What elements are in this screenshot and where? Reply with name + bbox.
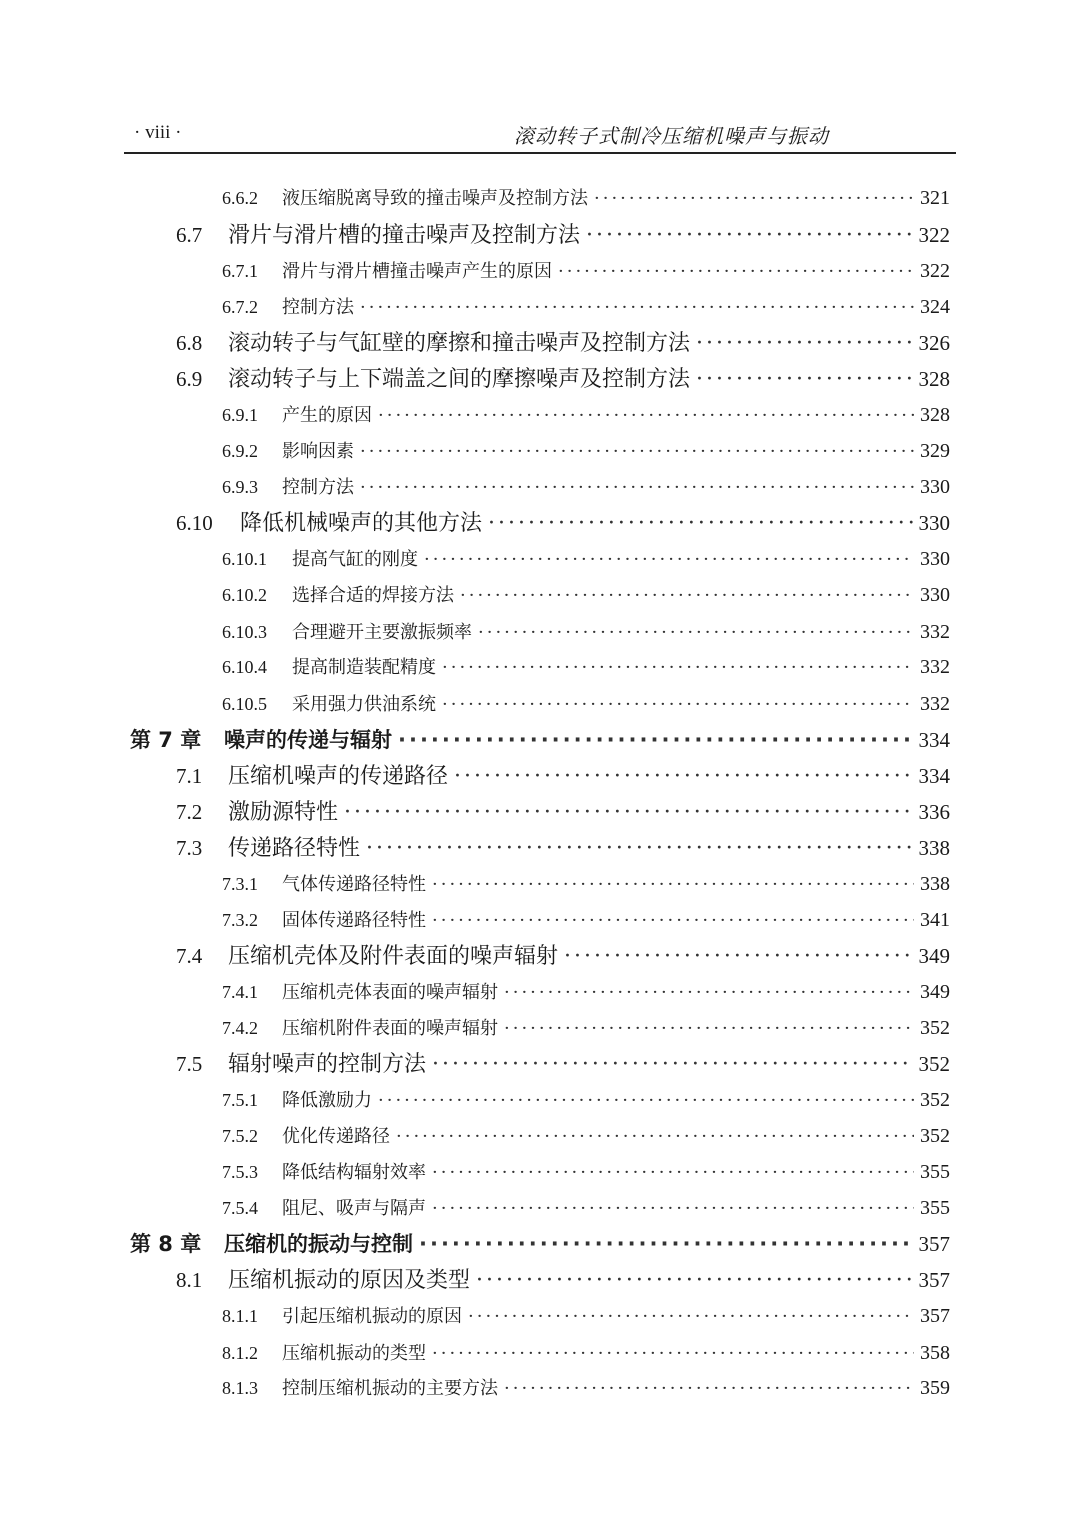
dot-leader — [396, 1126, 914, 1147]
dot-leader — [696, 331, 912, 356]
dot-leader — [478, 622, 914, 643]
toc-page: 352 — [918, 1052, 950, 1076]
running-header — [124, 118, 956, 152]
toc-page: 352 — [920, 1125, 950, 1147]
toc-title: 激励源特性 — [228, 800, 339, 825]
toc-title: 降低结构辐射效率 — [282, 1162, 426, 1183]
toc-number: 6.9.3 — [222, 477, 258, 497]
dot-leader — [432, 1162, 914, 1183]
toc-title: 降低机械噪声的其他方法 — [240, 511, 483, 536]
toc-title: 液压缩脱离导致的撞击噪声及控制方法 — [282, 188, 588, 209]
toc-number: 6.10.1 — [222, 549, 267, 569]
toc-entry-6-10-1 — [222, 545, 950, 571]
toc-number: 8.1.3 — [222, 1378, 258, 1398]
toc-title: 气体传递路径特性 — [282, 874, 426, 895]
toc-entry-8-1-3 — [222, 1374, 950, 1400]
dot-leader — [360, 441, 914, 462]
toc-number: 6.7.2 — [222, 297, 258, 317]
dot-leader — [468, 1306, 914, 1327]
toc-page: 324 — [920, 296, 950, 318]
toc-number: 第 7 章 — [130, 728, 202, 752]
toc-number: 7.5.2 — [222, 1126, 258, 1146]
toc-page: 338 — [920, 873, 950, 895]
toc-page: 330 — [920, 584, 950, 606]
toc-entry-8-1 — [176, 1263, 950, 1294]
toc-number: 6.8 — [176, 331, 203, 355]
toc-page: 357 — [918, 1232, 950, 1256]
book-title: 滚动转子式制冷压缩机噪声与振动 — [514, 124, 829, 148]
toc-page: 332 — [920, 656, 950, 678]
toc-entry-6-6-2 — [222, 184, 950, 210]
toc-title: 引起压缩机振动的原因 — [282, 1306, 462, 1327]
toc-entry-6-10-2 — [222, 581, 950, 607]
dot-leader — [344, 800, 912, 825]
toc-chapter-8 — [130, 1228, 950, 1258]
toc-title: 固体传递路径特性 — [282, 910, 426, 931]
toc-title: 降低激励力 — [282, 1090, 372, 1111]
toc-number: 8.1.2 — [222, 1343, 258, 1363]
toc-page: 349 — [920, 981, 950, 1003]
toc-title: 产生的原因 — [282, 405, 372, 426]
toc-entry-7-4-2 — [222, 1014, 950, 1040]
toc-page: 329 — [920, 440, 950, 462]
toc-number: 6.9.2 — [222, 441, 258, 461]
toc-number: 7.4.1 — [222, 982, 258, 1002]
toc-entry-7-4 — [176, 939, 950, 970]
toc-entry-6-7 — [176, 218, 950, 249]
toc-entry-6-9-3 — [222, 473, 950, 499]
toc-number: 6.10.3 — [222, 622, 267, 642]
toc-title: 优化传递路径 — [282, 1126, 390, 1147]
toc-title: 控制方法 — [282, 477, 354, 498]
toc-page: 355 — [920, 1161, 950, 1183]
toc-number: 7.3.2 — [222, 910, 258, 930]
dot-leader — [594, 188, 914, 209]
toc-number: 8.1 — [176, 1268, 203, 1292]
toc-page: 349 — [918, 944, 950, 968]
toc-number: 7.4.2 — [222, 1018, 258, 1038]
toc-number: 6.10 — [176, 511, 213, 535]
dot-leader — [419, 1232, 913, 1256]
dot-leader — [488, 511, 912, 536]
toc-number: 6.9.1 — [222, 405, 258, 425]
dot-leader — [378, 1090, 914, 1111]
toc-title: 提高制造装配精度 — [292, 657, 436, 678]
toc-number: 7.2 — [176, 800, 203, 824]
toc-number: 7.1 — [176, 764, 203, 788]
dot-leader — [460, 585, 914, 606]
toc-title: 滑片与滑片槽撞击噪声产生的原因 — [282, 261, 552, 282]
dot-leader — [504, 1378, 914, 1399]
toc-page: 328 — [918, 367, 950, 391]
toc-entry-7-3-1 — [222, 870, 950, 896]
toc-page: 321 — [920, 187, 950, 209]
toc-title: 采用强力供油系统 — [292, 694, 436, 715]
toc-page: 338 — [918, 836, 950, 860]
toc-title: 控制压缩机振动的主要方法 — [282, 1378, 498, 1399]
toc-title: 合理避开主要激振频率 — [292, 622, 472, 643]
toc-title: 滚动转子与上下端盖之间的摩擦噪声及控制方法 — [228, 367, 691, 392]
toc-number: 6.10.5 — [222, 694, 267, 714]
dot-leader — [432, 1343, 914, 1364]
toc-entry-7-5-1 — [222, 1086, 950, 1112]
toc-entry-7-2 — [176, 795, 950, 826]
toc-entry-7-3-2 — [222, 906, 950, 932]
toc-title: 压缩机的振动与控制 — [224, 1232, 413, 1256]
dot-leader — [432, 874, 914, 895]
dot-leader — [360, 477, 914, 498]
toc-title: 阻尼、吸声与隔声 — [282, 1198, 426, 1219]
toc-entry-6-8 — [176, 326, 950, 357]
toc-entry-7-5 — [176, 1047, 950, 1078]
toc-entry-6-9 — [176, 362, 950, 393]
toc-number: 6.6.2 — [222, 188, 258, 208]
toc-title: 滚动转子与气缸壁的摩擦和撞击噪声及控制方法 — [228, 331, 691, 356]
dot-leader — [432, 910, 914, 931]
toc-entry-6-10-5 — [222, 690, 950, 716]
toc-entry-7-4-1 — [222, 978, 950, 1004]
dot-leader — [432, 1052, 912, 1077]
dot-leader — [442, 657, 914, 678]
dot-leader — [424, 549, 914, 570]
toc-page: 330 — [920, 548, 950, 570]
toc-number: 6.7 — [176, 223, 203, 247]
dot-leader — [366, 836, 912, 861]
toc-page: 328 — [920, 404, 950, 426]
toc-page: 357 — [918, 1268, 950, 1292]
toc-number: 7.3.1 — [222, 874, 258, 894]
dot-leader — [432, 1198, 914, 1219]
toc-page: 357 — [920, 1305, 950, 1327]
toc-title: 提高气缸的刚度 — [292, 549, 418, 570]
toc-entry-6-9-1 — [222, 401, 950, 427]
toc-number: 6.10.4 — [222, 657, 267, 677]
toc-page: 352 — [920, 1089, 950, 1111]
toc-entry-8-1-2 — [222, 1339, 950, 1365]
toc-page: 358 — [920, 1342, 950, 1364]
toc-entry-6-7-1 — [222, 257, 950, 283]
toc-page: 332 — [920, 693, 950, 715]
page-number: · viii · — [134, 122, 182, 143]
toc-entry-7-5-4 — [222, 1194, 950, 1220]
toc-page: 322 — [918, 223, 950, 247]
toc-page: 330 — [918, 511, 950, 535]
toc-page: 322 — [920, 260, 950, 282]
toc-title: 控制方法 — [282, 297, 354, 318]
toc-page: 359 — [920, 1377, 950, 1399]
toc-title: 压缩机壳体及附件表面的噪声辐射 — [228, 944, 559, 969]
toc-number: 6.7.1 — [222, 261, 258, 281]
toc-title: 噪声的传递与辐射 — [224, 728, 392, 752]
toc-number: 7.5 — [176, 1052, 203, 1076]
dot-leader — [442, 694, 914, 715]
dot-leader — [398, 728, 913, 752]
toc-title: 传递路径特性 — [228, 836, 361, 861]
dot-leader — [360, 297, 914, 318]
toc-entry-6-10-3 — [222, 618, 950, 644]
toc-entry-6-9-2 — [222, 437, 950, 463]
dot-leader — [504, 982, 914, 1003]
dot-leader — [558, 261, 914, 282]
toc-title: 滑片与滑片槽的撞击噪声及控制方法 — [228, 223, 581, 248]
toc-number: 6.10.2 — [222, 585, 267, 605]
toc-title: 选择合适的焊接方法 — [292, 585, 454, 606]
toc-page: 336 — [918, 800, 950, 824]
toc-entry-6-10 — [176, 506, 950, 537]
toc-title: 压缩机壳体表面的噪声辐射 — [282, 982, 498, 1003]
toc-entry-7-1 — [176, 759, 950, 790]
toc-page: 330 — [920, 476, 950, 498]
toc-title: 辐射噪声的控制方法 — [228, 1052, 427, 1077]
toc-page: 341 — [920, 909, 950, 931]
toc-number: 7.5.3 — [222, 1162, 258, 1182]
dot-leader — [504, 1018, 914, 1039]
dot-leader — [564, 944, 912, 969]
toc-number: 7.5.4 — [222, 1198, 258, 1218]
header-rule — [124, 152, 956, 154]
toc-page: 352 — [920, 1017, 950, 1039]
toc-page: 332 — [920, 621, 950, 643]
dot-leader — [454, 764, 912, 789]
toc-page: 355 — [920, 1197, 950, 1219]
toc-chapter-7 — [130, 724, 950, 754]
toc-number: 6.9 — [176, 367, 203, 391]
toc-number: 7.4 — [176, 944, 203, 968]
toc-page: 334 — [918, 728, 950, 752]
dot-leader — [476, 1268, 912, 1293]
toc-title: 影响因素 — [282, 441, 354, 462]
dot-leader — [378, 405, 914, 426]
toc-entry-6-7-2 — [222, 293, 950, 319]
toc-title: 压缩机振动的原因及类型 — [228, 1268, 471, 1293]
toc-number: 第 8 章 — [130, 1232, 202, 1256]
toc-number: 7.5.1 — [222, 1090, 258, 1110]
toc-entry-6-10-4 — [222, 653, 950, 679]
toc-entry-7-3 — [176, 831, 950, 862]
dot-leader — [696, 367, 912, 392]
toc-title: 压缩机附件表面的噪声辐射 — [282, 1018, 498, 1039]
dot-leader — [586, 223, 912, 248]
toc-number: 7.3 — [176, 836, 203, 860]
toc-title: 压缩机振动的类型 — [282, 1343, 426, 1364]
toc-page: 326 — [918, 331, 950, 355]
toc-entry-7-5-2 — [222, 1122, 950, 1148]
toc-title: 压缩机噪声的传递路径 — [228, 764, 449, 789]
toc-page: 334 — [918, 764, 950, 788]
toc-entry-8-1-1 — [222, 1302, 950, 1328]
toc-entry-7-5-3 — [222, 1158, 950, 1184]
toc-number: 8.1.1 — [222, 1306, 258, 1326]
